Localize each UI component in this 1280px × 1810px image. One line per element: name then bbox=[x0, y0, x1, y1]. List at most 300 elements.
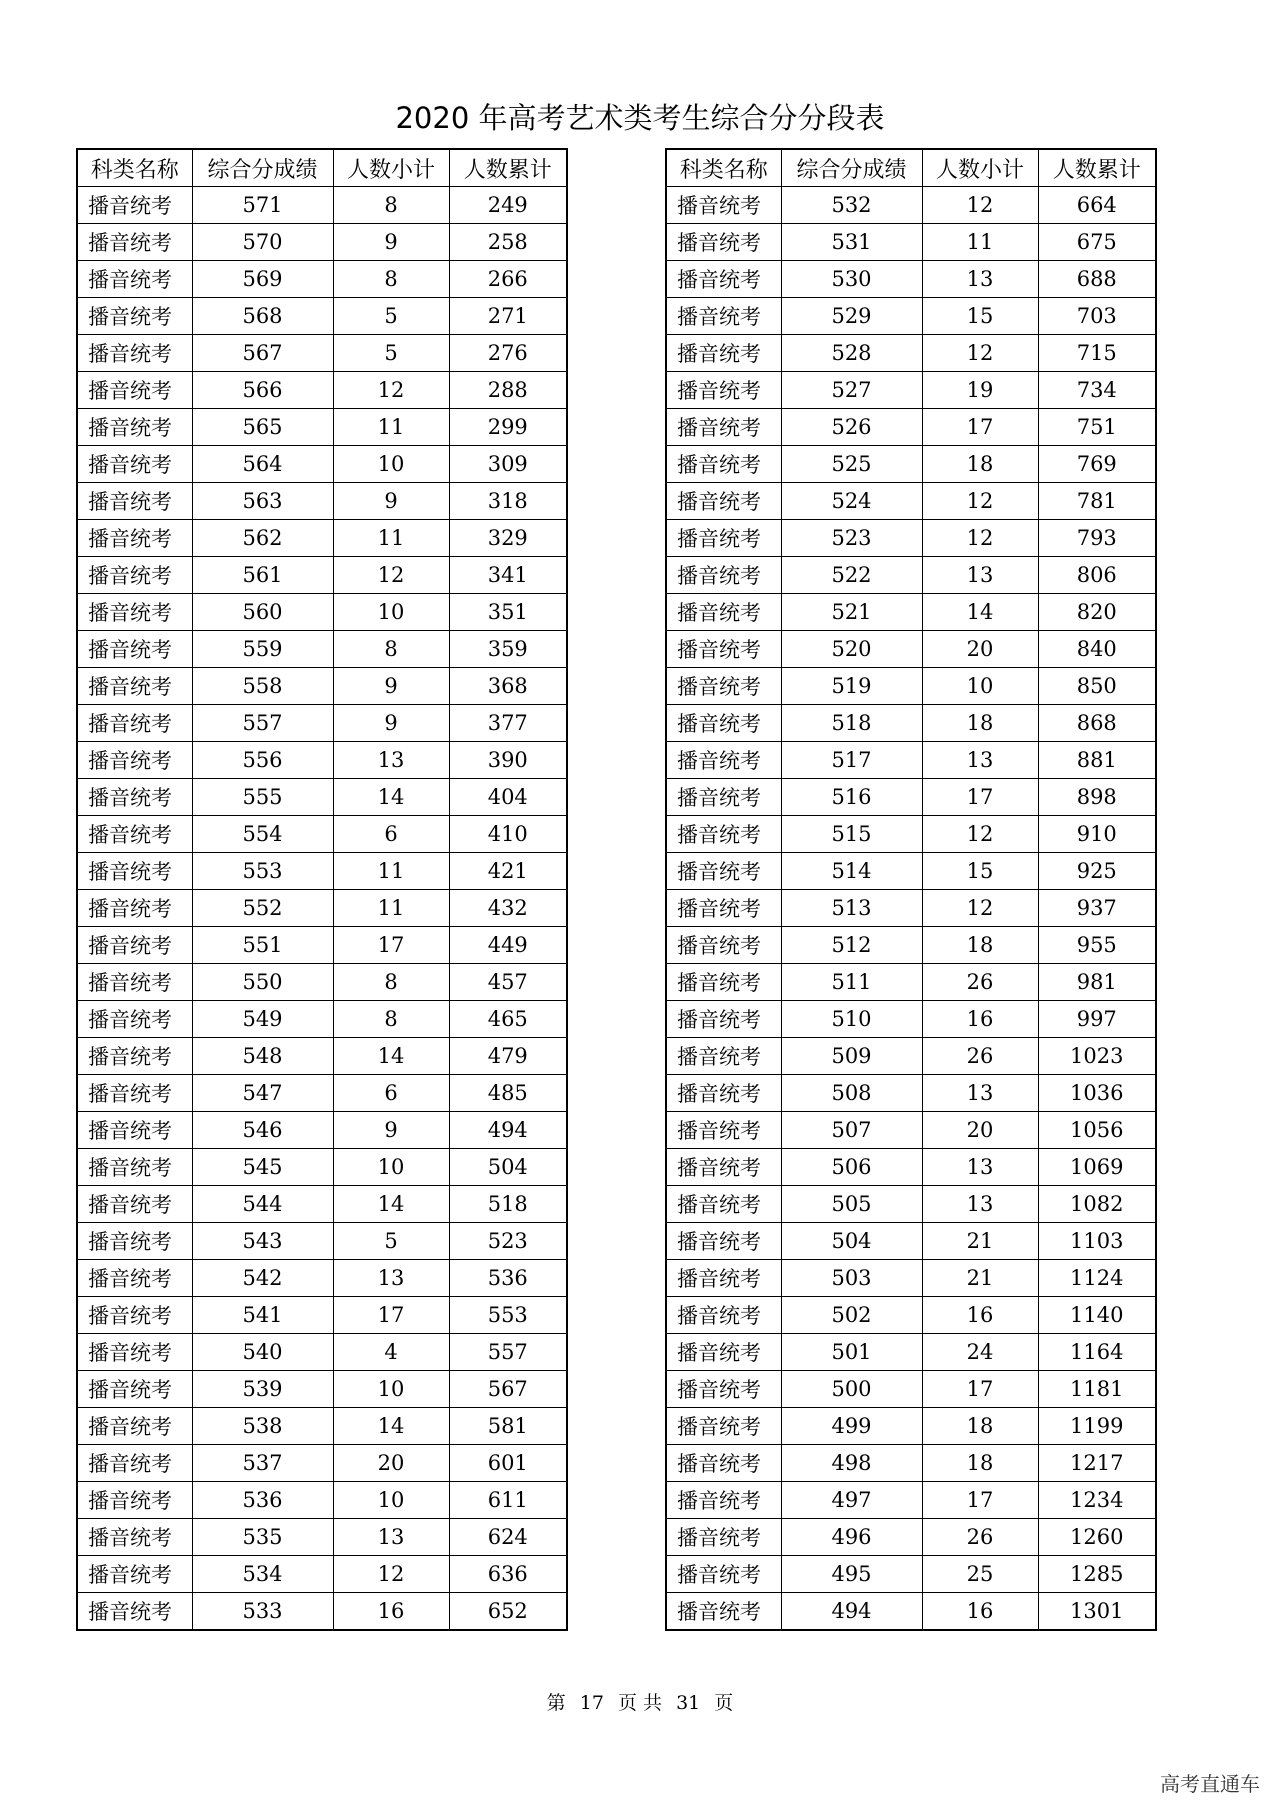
cell-count: 20 bbox=[922, 631, 1038, 668]
cell-score: 516 bbox=[781, 779, 922, 816]
table-row bbox=[666, 1297, 1156, 1334]
cell-cumulative: 1140 bbox=[1038, 1297, 1156, 1334]
table-row bbox=[77, 557, 567, 594]
cell-category: 播音统考 bbox=[666, 631, 781, 668]
table-row bbox=[77, 224, 567, 261]
cell-cumulative: 449 bbox=[449, 927, 567, 964]
cell-score: 560 bbox=[192, 594, 333, 631]
footer-total-pages: 31 bbox=[676, 1692, 701, 1714]
cell-category: 播音统考 bbox=[666, 372, 781, 409]
header-count: 人数小计 bbox=[333, 149, 449, 187]
cell-count: 26 bbox=[922, 1519, 1038, 1556]
cell-cumulative: 410 bbox=[449, 816, 567, 853]
cell-count: 16 bbox=[333, 1593, 449, 1631]
cell-count: 10 bbox=[333, 446, 449, 483]
table-row bbox=[666, 1075, 1156, 1112]
cell-cumulative: 601 bbox=[449, 1445, 567, 1482]
cell-cumulative: 404 bbox=[449, 779, 567, 816]
cell-count: 20 bbox=[922, 1112, 1038, 1149]
cell-cumulative: 553 bbox=[449, 1297, 567, 1334]
cell-category: 播音统考 bbox=[666, 1260, 781, 1297]
cell-cumulative: 793 bbox=[1038, 520, 1156, 557]
cell-cumulative: 432 bbox=[449, 890, 567, 927]
table-row bbox=[77, 668, 567, 705]
cell-cumulative: 664 bbox=[1038, 187, 1156, 224]
header-cumulative: 人数累计 bbox=[449, 149, 567, 187]
cell-score: 513 bbox=[781, 890, 922, 927]
page-title: 2020 年高考艺术类考生综合分分段表 bbox=[395, 101, 885, 135]
footer-suffix: 页 bbox=[714, 1692, 734, 1714]
cell-cumulative: 309 bbox=[449, 446, 567, 483]
table-row bbox=[666, 594, 1156, 631]
cell-count: 10 bbox=[333, 1371, 449, 1408]
cell-cumulative: 1036 bbox=[1038, 1075, 1156, 1112]
cell-category: 播音统考 bbox=[666, 1223, 781, 1260]
cell-score: 555 bbox=[192, 779, 333, 816]
cell-count: 17 bbox=[333, 1297, 449, 1334]
table-row bbox=[77, 964, 567, 1001]
cell-score: 497 bbox=[781, 1482, 922, 1519]
cell-count: 25 bbox=[922, 1556, 1038, 1593]
table-row bbox=[666, 187, 1156, 224]
table-row bbox=[77, 1186, 567, 1223]
table-row bbox=[666, 631, 1156, 668]
cell-score: 536 bbox=[192, 1482, 333, 1519]
cell-category: 播音统考 bbox=[77, 1149, 192, 1186]
table-row bbox=[77, 1482, 567, 1519]
cell-cumulative: 318 bbox=[449, 483, 567, 520]
cell-score: 548 bbox=[192, 1038, 333, 1075]
table-row bbox=[77, 298, 567, 335]
table-row bbox=[666, 520, 1156, 557]
table-row bbox=[77, 446, 567, 483]
table-row bbox=[77, 1519, 567, 1556]
cell-category: 播音统考 bbox=[77, 298, 192, 335]
cell-category: 播音统考 bbox=[666, 1519, 781, 1556]
cell-count: 13 bbox=[333, 1519, 449, 1556]
cell-count: 8 bbox=[333, 631, 449, 668]
cell-cumulative: 276 bbox=[449, 335, 567, 372]
cell-count: 14 bbox=[333, 779, 449, 816]
cell-category: 播音统考 bbox=[77, 1334, 192, 1371]
table-row bbox=[666, 1001, 1156, 1038]
cell-category: 播音统考 bbox=[77, 520, 192, 557]
table-row bbox=[666, 1519, 1156, 1556]
cell-category: 播音统考 bbox=[77, 1186, 192, 1223]
cell-cumulative: 688 bbox=[1038, 261, 1156, 298]
cell-cumulative: 611 bbox=[449, 1482, 567, 1519]
cell-count: 14 bbox=[333, 1038, 449, 1075]
watermark: 高考直通车 bbox=[1160, 1772, 1260, 1796]
table-row bbox=[666, 1445, 1156, 1482]
table-row bbox=[666, 705, 1156, 742]
cell-count: 14 bbox=[333, 1408, 449, 1445]
cell-category: 播音统考 bbox=[666, 1482, 781, 1519]
cell-cumulative: 1285 bbox=[1038, 1556, 1156, 1593]
cell-cumulative: 715 bbox=[1038, 335, 1156, 372]
cell-category: 播音统考 bbox=[666, 335, 781, 372]
cell-count: 12 bbox=[922, 890, 1038, 927]
header-score: 综合分成绩 bbox=[781, 149, 922, 187]
cell-category: 播音统考 bbox=[666, 927, 781, 964]
cell-score: 522 bbox=[781, 557, 922, 594]
table-row bbox=[666, 1371, 1156, 1408]
table-row bbox=[77, 927, 567, 964]
table-row bbox=[666, 1112, 1156, 1149]
cell-cumulative: 1124 bbox=[1038, 1260, 1156, 1297]
cell-score: 527 bbox=[781, 372, 922, 409]
cell-category: 播音统考 bbox=[666, 409, 781, 446]
cell-count: 5 bbox=[333, 1223, 449, 1260]
cell-category: 播音统考 bbox=[666, 1593, 781, 1631]
cell-score: 505 bbox=[781, 1186, 922, 1223]
cell-cumulative: 1164 bbox=[1038, 1334, 1156, 1371]
cell-cumulative: 299 bbox=[449, 409, 567, 446]
table-header-row bbox=[666, 149, 1156, 187]
cell-score: 503 bbox=[781, 1260, 922, 1297]
cell-count: 13 bbox=[922, 557, 1038, 594]
cell-cumulative: 997 bbox=[1038, 1001, 1156, 1038]
table-row bbox=[666, 668, 1156, 705]
cell-category: 播音统考 bbox=[77, 816, 192, 853]
cell-count: 18 bbox=[922, 1445, 1038, 1482]
cell-cumulative: 518 bbox=[449, 1186, 567, 1223]
table-row bbox=[666, 816, 1156, 853]
cell-score: 504 bbox=[781, 1223, 922, 1260]
cell-cumulative: 368 bbox=[449, 668, 567, 705]
table-row bbox=[77, 1371, 567, 1408]
footer-prefix: 第 bbox=[546, 1692, 566, 1714]
cell-category: 播音统考 bbox=[666, 1334, 781, 1371]
table-row bbox=[77, 1260, 567, 1297]
cell-count: 9 bbox=[333, 483, 449, 520]
table-row bbox=[666, 742, 1156, 779]
cell-score: 514 bbox=[781, 853, 922, 890]
cell-count: 6 bbox=[333, 816, 449, 853]
cell-cumulative: 898 bbox=[1038, 779, 1156, 816]
cell-count: 11 bbox=[333, 890, 449, 927]
table-row bbox=[77, 1001, 567, 1038]
page-footer bbox=[0, 1690, 1280, 1716]
cell-score: 543 bbox=[192, 1223, 333, 1260]
table-row bbox=[666, 853, 1156, 890]
cell-cumulative: 359 bbox=[449, 631, 567, 668]
cell-category: 播音统考 bbox=[666, 779, 781, 816]
score-table-left bbox=[76, 148, 568, 1631]
cell-score: 512 bbox=[781, 927, 922, 964]
cell-category: 播音统考 bbox=[666, 668, 781, 705]
table-row bbox=[666, 335, 1156, 372]
cell-category: 播音统考 bbox=[666, 446, 781, 483]
cell-count: 14 bbox=[922, 594, 1038, 631]
table-row bbox=[666, 927, 1156, 964]
cell-score: 571 bbox=[192, 187, 333, 224]
cell-score: 556 bbox=[192, 742, 333, 779]
cell-category: 播音统考 bbox=[77, 1519, 192, 1556]
header-count: 人数小计 bbox=[922, 149, 1038, 187]
cell-category: 播音统考 bbox=[77, 1075, 192, 1112]
cell-count: 12 bbox=[922, 187, 1038, 224]
cell-score: 529 bbox=[781, 298, 922, 335]
cell-category: 播音统考 bbox=[666, 187, 781, 224]
cell-cumulative: 881 bbox=[1038, 742, 1156, 779]
table-row bbox=[77, 261, 567, 298]
table-row bbox=[666, 483, 1156, 520]
table-row bbox=[77, 372, 567, 409]
cell-score: 510 bbox=[781, 1001, 922, 1038]
cell-count: 21 bbox=[922, 1260, 1038, 1297]
cell-score: 498 bbox=[781, 1445, 922, 1482]
cell-count: 11 bbox=[333, 853, 449, 890]
cell-count: 13 bbox=[922, 1149, 1038, 1186]
cell-category: 播音统考 bbox=[77, 261, 192, 298]
cell-cumulative: 1056 bbox=[1038, 1112, 1156, 1149]
table-row bbox=[666, 298, 1156, 335]
cell-cumulative: 485 bbox=[449, 1075, 567, 1112]
cell-count: 18 bbox=[922, 446, 1038, 483]
cell-category: 播音统考 bbox=[666, 1408, 781, 1445]
table-row bbox=[77, 409, 567, 446]
cell-category: 播音统考 bbox=[77, 187, 192, 224]
header-score: 综合分成绩 bbox=[192, 149, 333, 187]
table-row bbox=[666, 372, 1156, 409]
table-row bbox=[666, 1260, 1156, 1297]
footer-middle: 页 共 bbox=[617, 1692, 663, 1714]
cell-category: 播音统考 bbox=[77, 557, 192, 594]
cell-score: 565 bbox=[192, 409, 333, 446]
cell-cumulative: 557 bbox=[449, 1334, 567, 1371]
cell-count: 13 bbox=[922, 1075, 1038, 1112]
cell-category: 播音统考 bbox=[77, 890, 192, 927]
cell-category: 播音统考 bbox=[666, 1075, 781, 1112]
cell-category: 播音统考 bbox=[666, 594, 781, 631]
cell-score: 501 bbox=[781, 1334, 922, 1371]
cell-category: 播音统考 bbox=[77, 853, 192, 890]
cell-cumulative: 567 bbox=[449, 1371, 567, 1408]
table-row bbox=[77, 187, 567, 224]
table-row bbox=[77, 742, 567, 779]
cell-count: 17 bbox=[922, 1482, 1038, 1519]
cell-category: 播音统考 bbox=[666, 1186, 781, 1223]
cell-score: 539 bbox=[192, 1371, 333, 1408]
table-row bbox=[666, 1223, 1156, 1260]
cell-score: 502 bbox=[781, 1297, 922, 1334]
cell-count: 20 bbox=[333, 1445, 449, 1482]
cell-category: 播音统考 bbox=[666, 890, 781, 927]
table-row bbox=[77, 890, 567, 927]
table-row bbox=[77, 631, 567, 668]
table-row bbox=[77, 335, 567, 372]
cell-score: 547 bbox=[192, 1075, 333, 1112]
cell-count: 12 bbox=[922, 816, 1038, 853]
table-row bbox=[666, 224, 1156, 261]
cell-score: 538 bbox=[192, 1408, 333, 1445]
cell-score: 541 bbox=[192, 1297, 333, 1334]
cell-count: 16 bbox=[922, 1001, 1038, 1038]
cell-score: 496 bbox=[781, 1519, 922, 1556]
cell-cumulative: 806 bbox=[1038, 557, 1156, 594]
cell-category: 播音统考 bbox=[666, 224, 781, 261]
cell-cumulative: 1217 bbox=[1038, 1445, 1156, 1482]
cell-category: 播音统考 bbox=[77, 1297, 192, 1334]
cell-cumulative: 624 bbox=[449, 1519, 567, 1556]
cell-category: 播音统考 bbox=[666, 298, 781, 335]
cell-category: 播音统考 bbox=[77, 1408, 192, 1445]
cell-count: 8 bbox=[333, 1001, 449, 1038]
cell-cumulative: 258 bbox=[449, 224, 567, 261]
table-header-row bbox=[77, 149, 567, 187]
cell-score: 553 bbox=[192, 853, 333, 890]
cell-category: 播音统考 bbox=[77, 594, 192, 631]
cell-cumulative: 266 bbox=[449, 261, 567, 298]
table-row bbox=[666, 409, 1156, 446]
cell-score: 567 bbox=[192, 335, 333, 372]
cell-count: 24 bbox=[922, 1334, 1038, 1371]
cell-score: 520 bbox=[781, 631, 922, 668]
cell-score: 526 bbox=[781, 409, 922, 446]
table-row bbox=[77, 1112, 567, 1149]
cell-count: 16 bbox=[922, 1593, 1038, 1631]
cell-score: 531 bbox=[781, 224, 922, 261]
cell-score: 515 bbox=[781, 816, 922, 853]
cell-score: 568 bbox=[192, 298, 333, 335]
cell-score: 570 bbox=[192, 224, 333, 261]
cell-score: 569 bbox=[192, 261, 333, 298]
cell-score: 551 bbox=[192, 927, 333, 964]
cell-score: 495 bbox=[781, 1556, 922, 1593]
cell-cumulative: 925 bbox=[1038, 853, 1156, 890]
cell-count: 11 bbox=[333, 409, 449, 446]
cell-score: 542 bbox=[192, 1260, 333, 1297]
cell-cumulative: 390 bbox=[449, 742, 567, 779]
cell-cumulative: 820 bbox=[1038, 594, 1156, 631]
table-row bbox=[666, 1556, 1156, 1593]
cell-category: 播音统考 bbox=[666, 1112, 781, 1149]
cell-cumulative: 769 bbox=[1038, 446, 1156, 483]
cell-cumulative: 937 bbox=[1038, 890, 1156, 927]
cell-cumulative: 271 bbox=[449, 298, 567, 335]
cell-category: 播音统考 bbox=[666, 705, 781, 742]
cell-category: 播音统考 bbox=[77, 1001, 192, 1038]
cell-score: 499 bbox=[781, 1408, 922, 1445]
cell-score: 564 bbox=[192, 446, 333, 483]
cell-category: 播音统考 bbox=[77, 372, 192, 409]
cell-cumulative: 636 bbox=[449, 1556, 567, 1593]
cell-count: 6 bbox=[333, 1075, 449, 1112]
cell-score: 544 bbox=[192, 1186, 333, 1223]
cell-score: 524 bbox=[781, 483, 922, 520]
table-row bbox=[666, 1186, 1156, 1223]
cell-score: 521 bbox=[781, 594, 922, 631]
table-row bbox=[666, 890, 1156, 927]
table-row bbox=[77, 816, 567, 853]
cell-score: 557 bbox=[192, 705, 333, 742]
cell-category: 播音统考 bbox=[77, 1260, 192, 1297]
cell-count: 26 bbox=[922, 964, 1038, 1001]
table-row bbox=[77, 1408, 567, 1445]
cell-category: 播音统考 bbox=[77, 1482, 192, 1519]
cell-count: 13 bbox=[333, 1260, 449, 1297]
cell-count: 12 bbox=[922, 483, 1038, 520]
cell-count: 5 bbox=[333, 298, 449, 335]
cell-count: 17 bbox=[922, 409, 1038, 446]
cell-score: 517 bbox=[781, 742, 922, 779]
cell-count: 10 bbox=[333, 594, 449, 631]
cell-count: 4 bbox=[333, 1334, 449, 1371]
cell-count: 8 bbox=[333, 964, 449, 1001]
cell-cumulative: 868 bbox=[1038, 705, 1156, 742]
cell-category: 播音统考 bbox=[666, 261, 781, 298]
cell-score: 507 bbox=[781, 1112, 922, 1149]
cell-cumulative: 288 bbox=[449, 372, 567, 409]
table-row bbox=[666, 557, 1156, 594]
cell-score: 534 bbox=[192, 1556, 333, 1593]
cell-count: 16 bbox=[922, 1297, 1038, 1334]
cell-category: 播音统考 bbox=[666, 816, 781, 853]
cell-count: 19 bbox=[922, 372, 1038, 409]
cell-category: 播音统考 bbox=[77, 779, 192, 816]
table-row bbox=[77, 705, 567, 742]
cell-cumulative: 504 bbox=[449, 1149, 567, 1186]
table-row bbox=[666, 1149, 1156, 1186]
cell-count: 13 bbox=[922, 742, 1038, 779]
cell-category: 播音统考 bbox=[77, 1112, 192, 1149]
cell-cumulative: 329 bbox=[449, 520, 567, 557]
cell-category: 播音统考 bbox=[77, 964, 192, 1001]
table-row bbox=[77, 1297, 567, 1334]
cell-count: 10 bbox=[333, 1149, 449, 1186]
cell-category: 播音统考 bbox=[666, 1149, 781, 1186]
cell-cumulative: 523 bbox=[449, 1223, 567, 1260]
cell-cumulative: 457 bbox=[449, 964, 567, 1001]
cell-score: 546 bbox=[192, 1112, 333, 1149]
table-row bbox=[666, 1038, 1156, 1075]
table-row bbox=[666, 964, 1156, 1001]
cell-count: 12 bbox=[333, 557, 449, 594]
cell-score: 550 bbox=[192, 964, 333, 1001]
cell-score: 532 bbox=[781, 187, 922, 224]
header-category: 科类名称 bbox=[666, 149, 781, 187]
cell-cumulative: 1301 bbox=[1038, 1593, 1156, 1631]
cell-score: 563 bbox=[192, 483, 333, 520]
cell-score: 566 bbox=[192, 372, 333, 409]
table-row bbox=[666, 779, 1156, 816]
table-row bbox=[77, 594, 567, 631]
cell-count: 18 bbox=[922, 927, 1038, 964]
table-row bbox=[77, 779, 567, 816]
table-row bbox=[77, 1223, 567, 1260]
cell-cumulative: 421 bbox=[449, 853, 567, 890]
cell-category: 播音统考 bbox=[77, 927, 192, 964]
cell-cumulative: 1103 bbox=[1038, 1223, 1156, 1260]
table-row bbox=[666, 1593, 1156, 1631]
cell-cumulative: 351 bbox=[449, 594, 567, 631]
cell-count: 14 bbox=[333, 1186, 449, 1223]
cell-category: 播音统考 bbox=[77, 409, 192, 446]
cell-cumulative: 479 bbox=[449, 1038, 567, 1075]
cell-category: 播音统考 bbox=[666, 520, 781, 557]
cell-count: 17 bbox=[333, 927, 449, 964]
cell-score: 540 bbox=[192, 1334, 333, 1371]
cell-cumulative: 652 bbox=[449, 1593, 567, 1631]
cell-count: 8 bbox=[333, 187, 449, 224]
cell-count: 12 bbox=[333, 372, 449, 409]
cell-cumulative: 675 bbox=[1038, 224, 1156, 261]
cell-score: 528 bbox=[781, 335, 922, 372]
cell-category: 播音统考 bbox=[666, 1556, 781, 1593]
cell-count: 21 bbox=[922, 1223, 1038, 1260]
cell-category: 播音统考 bbox=[666, 1371, 781, 1408]
